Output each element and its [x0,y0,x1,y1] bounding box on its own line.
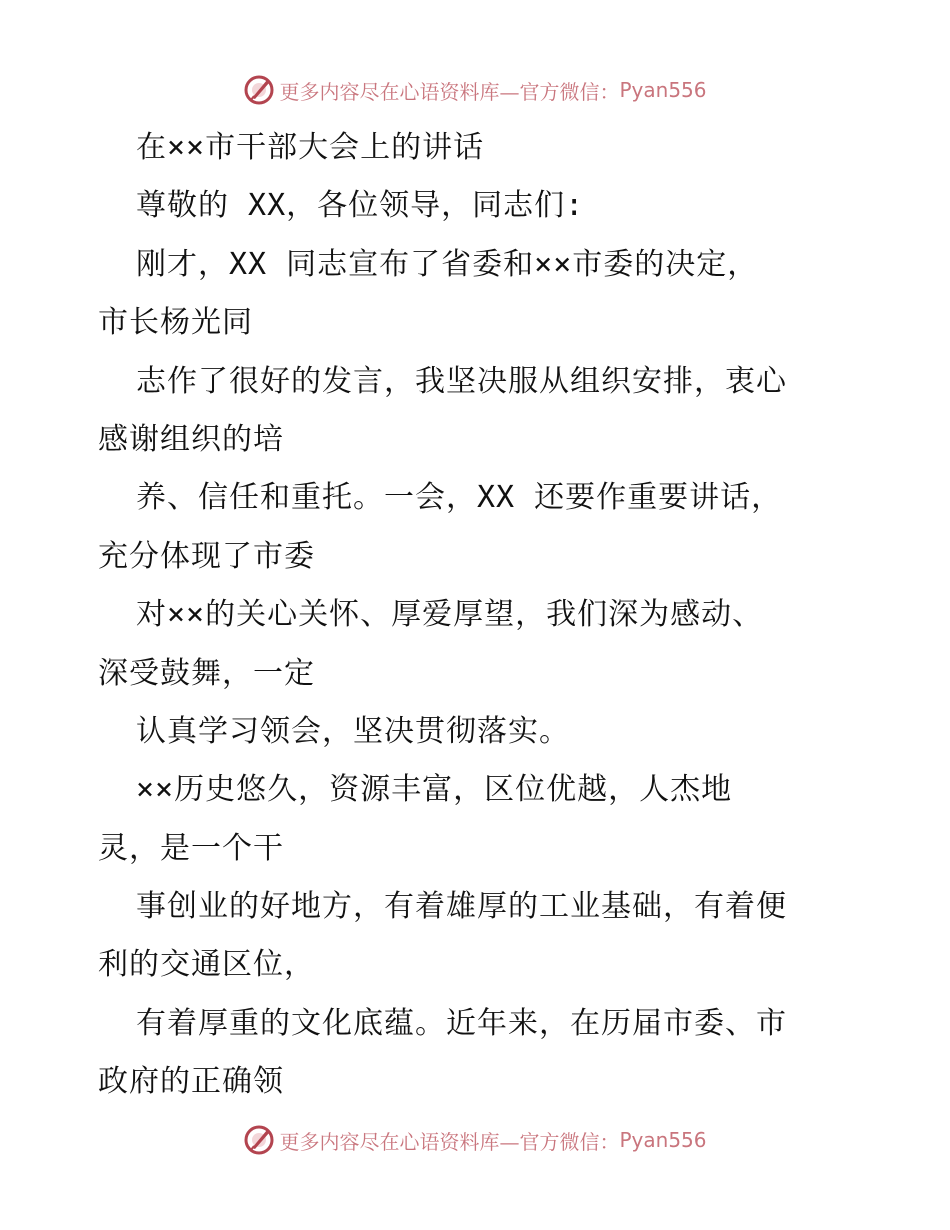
footer-watermark [0,1120,950,1160]
paragraph-line: 利的交通区位， [98,947,315,983]
paragraph-line: 感谢组织的培 [98,421,284,457]
paragraph-line: 有着厚重的文化底蕴。近年来，在历届市委、市 [136,1005,787,1041]
quill-pen-circle-icon [243,1124,275,1156]
watermark-wechat-id: Pyan556 [619,78,707,102]
watermark-wechat-id: Pyan556 [619,1128,707,1152]
paragraph-line: 深受鼓舞，一定 [98,655,315,691]
paragraph-line: 事创业的好地方，有着雄厚的工业基础，有着便 [136,889,787,925]
document-title: 在××市干部大会上的讲话 [136,130,485,165]
paragraph-line: 市长杨光同 [98,305,253,341]
paragraph-line: 灵，是一个干 [98,830,284,866]
salutation-line: 尊敬的 XX，各位领导，同志们: [136,188,585,224]
document-body [98,119,873,1112]
paragraph-line: 政府的正确领 [98,1064,284,1100]
paragraph-line: 志作了很好的发言，我坚决服从组织安排，衷心 [136,363,787,399]
watermark-text: 更多内容尽在心语资料库—官方微信： [279,1129,620,1154]
paragraph-line: 刚才，XX 同志宣布了省委和××市委的决定， [136,246,759,282]
header-watermark [0,70,950,110]
paragraph-line: 充分体现了市委 [98,538,315,574]
paragraph-line: 对××的关心关怀、厚爱厚望，我们深为感动、 [136,597,764,633]
paragraph-line: 认真学习领会，坚决贯彻落实。 [136,713,570,749]
watermark-text: 更多内容尽在心语资料库—官方微信： [279,79,620,104]
quill-pen-circle-icon [243,74,275,106]
paragraph-line: ××历史悠久，资源丰富，区位优越，人杰地 [136,772,733,808]
paragraph-line: 养、信任和重托。一会，XX 还要作重要讲话， [136,480,783,516]
